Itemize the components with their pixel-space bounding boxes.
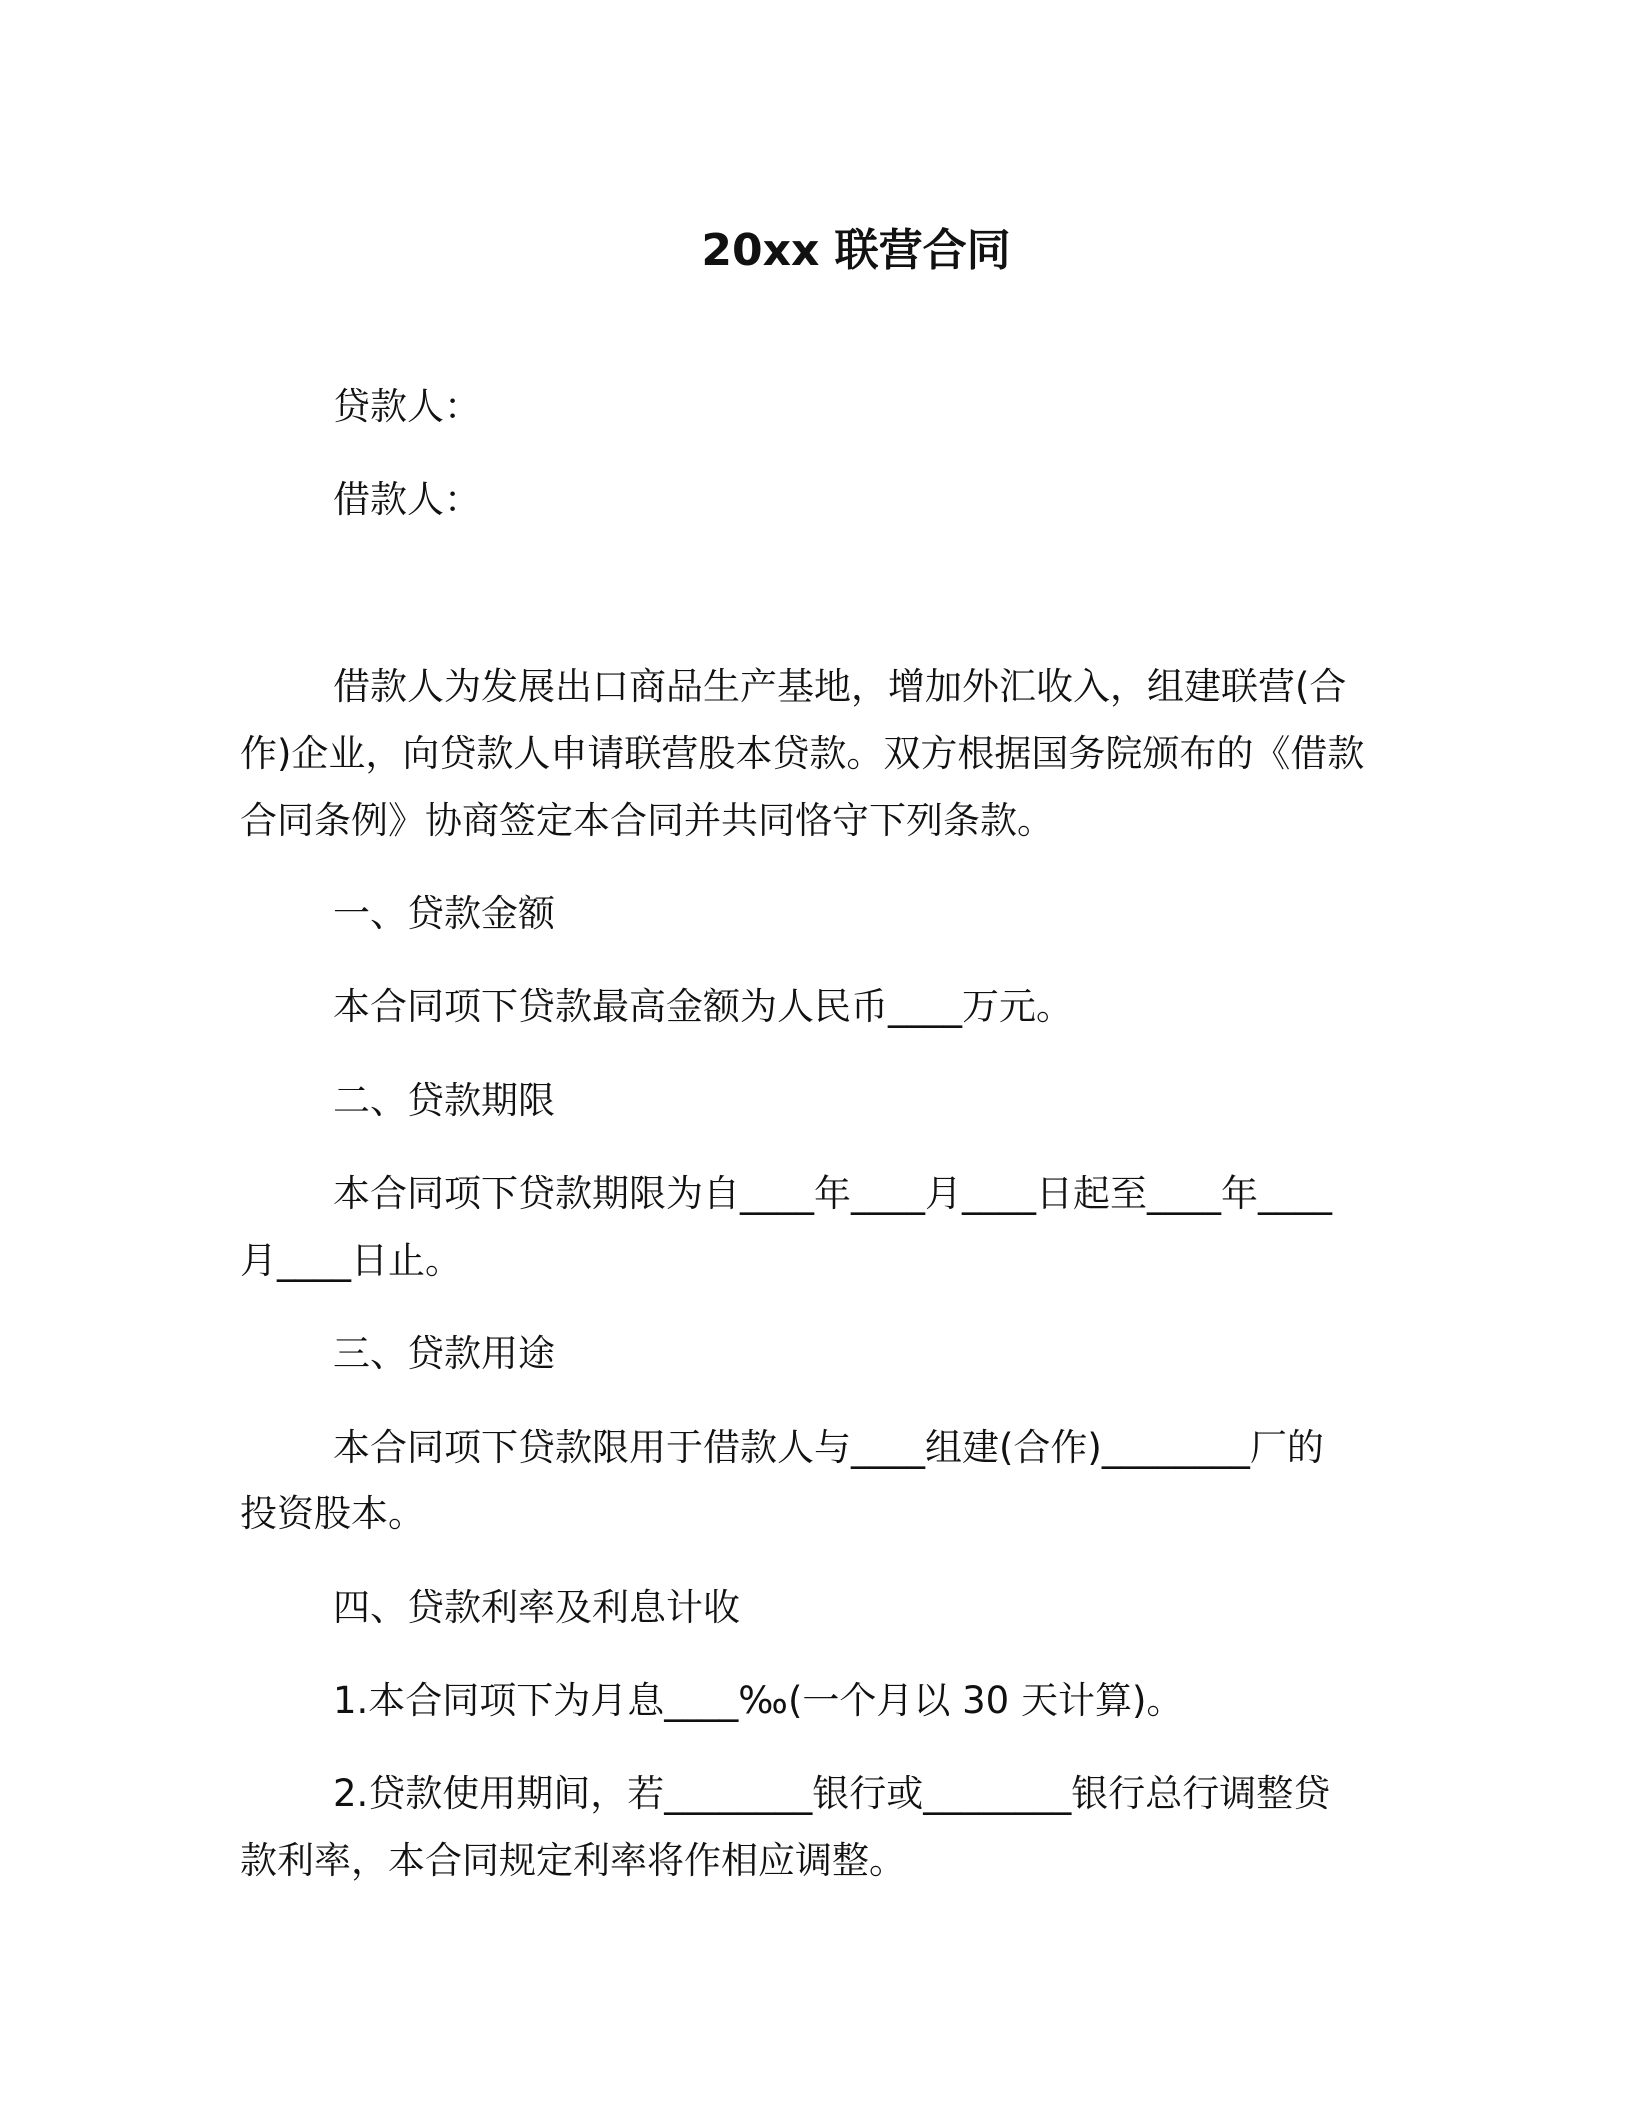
clause-item <box>240 1668 1360 1735</box>
section-heading-text: 一、贷款金额 <box>333 891 555 935</box>
preamble-paragraph <box>240 654 1365 854</box>
text-line: 本合同项下贷款限用于借款人与____组建(合作)________厂的 <box>333 1425 1324 1469</box>
text-line: 合同条例》协商签定本合同并共同恪守下列条款。 <box>240 798 1054 842</box>
section-heading <box>240 881 1360 948</box>
blank-line <box>240 561 1360 628</box>
document-content <box>240 221 1365 1922</box>
section-heading-text: 二、贷款期限 <box>333 1078 555 1122</box>
section-paragraph <box>240 1415 1360 1548</box>
text-line: 1.本合同项下为月息____‰(一个月以 30 天计算)。 <box>333 1679 1184 1723</box>
section-paragraph <box>240 974 1360 1041</box>
text-line: 作)企业，向贷款人申请联营股本贷款。双方根据国务院颁布的《借款 <box>240 731 1365 775</box>
section-heading <box>240 1321 1360 1388</box>
lender-label-paragraph <box>240 374 1360 441</box>
text-line: 投资股本。 <box>240 1492 425 1536</box>
clause-item <box>240 1761 1360 1894</box>
borrower-label: 借款人： <box>333 478 481 522</box>
text-line: 本合同项下贷款期限为自____年____月____日起至____年____ <box>333 1172 1332 1216</box>
document-title: 20xx 联营合同 <box>701 225 1011 276</box>
borrower-label-paragraph <box>240 467 1360 534</box>
text-line: 本合同项下贷款最高金额为人民币____万元。 <box>333 985 1073 1029</box>
text-line: 借款人为发展出口商品生产基地，增加外汇收入，组建联营(合 <box>333 665 1347 709</box>
section-paragraph <box>240 1161 1360 1294</box>
section-heading-text: 四、贷款利率及利息计收 <box>333 1585 740 1629</box>
text-line: 款利率，本合同规定利率将作相应调整。 <box>240 1839 906 1883</box>
section-heading <box>240 1068 1360 1135</box>
text-line: 月____日止。 <box>240 1238 462 1282</box>
lender-label: 贷款人： <box>333 385 481 428</box>
text-line: 2.贷款使用期间，若________银行或________银行总行调整贷 <box>333 1772 1331 1816</box>
section-heading-text: 三、贷款用途 <box>333 1332 555 1376</box>
section-heading <box>240 1575 1360 1642</box>
